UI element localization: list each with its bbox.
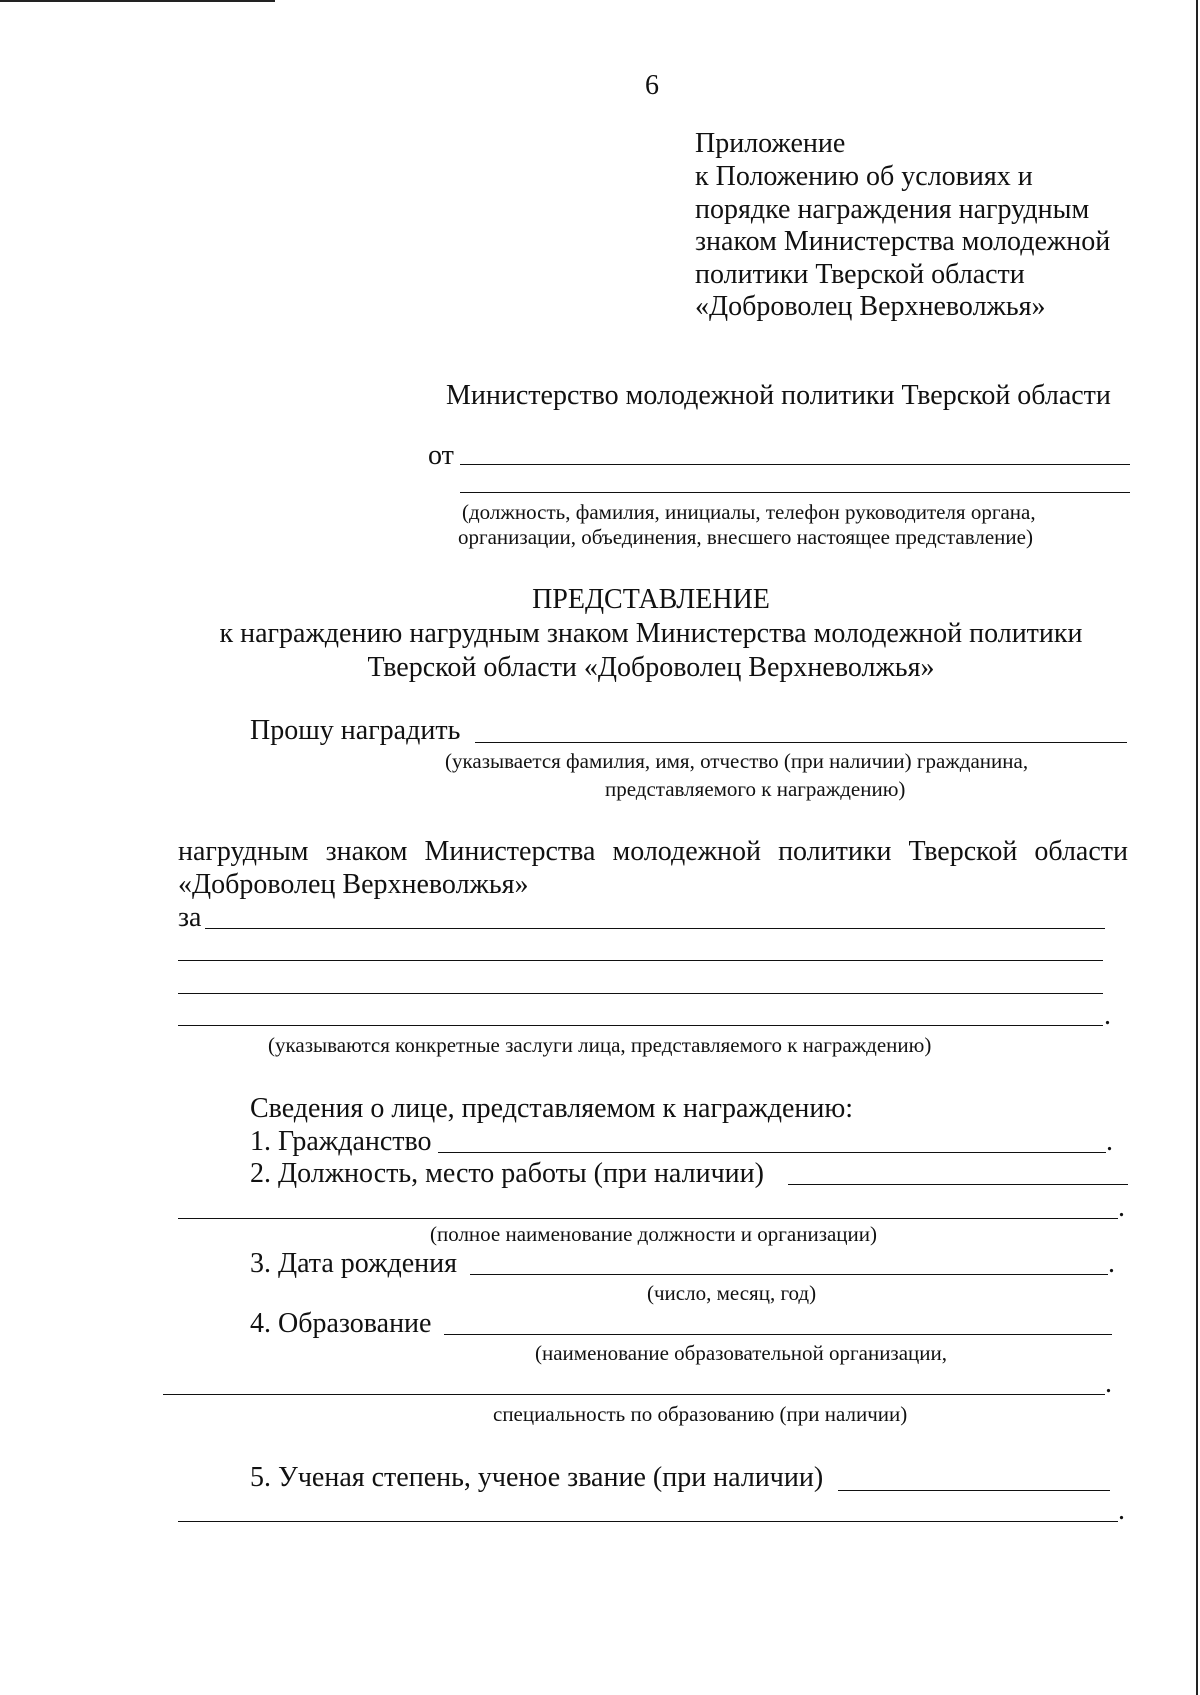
- from-line-1[interactable]: [460, 464, 1130, 465]
- merits-line-1[interactable]: [205, 928, 1105, 929]
- position-line-1[interactable]: [788, 1184, 1128, 1185]
- merits-hint: (указываются конкретные заслуги лица, представляемого к награждению): [268, 1033, 932, 1057]
- education-line-2[interactable]: [163, 1394, 1105, 1395]
- education-label: 4. Образование: [250, 1308, 432, 1339]
- degree-line-2[interactable]: [178, 1521, 1118, 1522]
- citizenship-label: 1. Гражданство: [250, 1126, 432, 1157]
- birth-date-line[interactable]: [470, 1274, 1108, 1275]
- doc-subtitle-2: Тверской области «Доброволец Верхневолжья»: [367, 652, 935, 683]
- from-hint-1: (должность, фамилия, инициалы, телефон руководителя органа,: [462, 500, 1036, 524]
- merits-period: .: [1104, 1000, 1111, 1031]
- appendix-line-6: «Доброволец Верхневолжья»: [695, 291, 1046, 322]
- appendix-line-2: к Положению об условиях и: [695, 161, 1033, 192]
- request-hint-1: (указывается фамилия, имя, отчество (при наличии) гражданина,: [445, 749, 1029, 773]
- merits-line-4[interactable]: [178, 1025, 1103, 1026]
- birth-date-period: .: [1108, 1248, 1115, 1279]
- from-line-2[interactable]: [460, 492, 1130, 493]
- from-label: от: [428, 440, 454, 471]
- education-hint-2: специальность по образованию (при наличии): [493, 1402, 908, 1426]
- birth-date-hint: (число, месяц, год): [647, 1281, 817, 1305]
- education-hint-1: (наименование образовательной организации,: [535, 1341, 948, 1365]
- scan-edge-right: [1196, 0, 1198, 1695]
- position-period: .: [1118, 1192, 1125, 1223]
- doc-title: ПРЕДСТАВЛЕНИЕ: [532, 584, 770, 615]
- merits-line-3[interactable]: [178, 993, 1103, 994]
- citizenship-line[interactable]: [438, 1152, 1106, 1153]
- education-line-1[interactable]: [444, 1334, 1112, 1335]
- degree-line-1[interactable]: [838, 1490, 1110, 1491]
- badge-text-2: «Доброволец Верхневолжья»: [178, 869, 529, 900]
- from-hint-2: организации, объединения, внесшего настоящее представление): [458, 525, 1033, 549]
- position-line-2[interactable]: [178, 1218, 1118, 1219]
- degree-period: .: [1118, 1495, 1125, 1526]
- info-heading: Сведения о лице, представляемом к награждению:: [250, 1093, 854, 1124]
- merits-line-2[interactable]: [178, 960, 1103, 961]
- position-label: 2. Должность, место работы (при наличии): [250, 1158, 764, 1189]
- for-label: за: [178, 902, 202, 933]
- addressee: Министерство молодежной политики Тверской области: [446, 380, 1111, 411]
- position-hint: (полное наименование должности и организации): [430, 1222, 878, 1246]
- page-number: 6: [645, 70, 659, 101]
- scan-edge-top: [0, 0, 275, 2]
- appendix-line-3: порядке награждения нагрудным: [695, 194, 1090, 225]
- education-period: .: [1105, 1368, 1112, 1399]
- doc-subtitle-1: к награждению нагрудным знаком Министерства молодежной политики: [219, 618, 1083, 649]
- request-label: Прошу наградить: [250, 715, 461, 746]
- badge-text-1: нагрудным знаком Министерства молодежной политики Тверской области: [178, 836, 1128, 867]
- request-hint-2: представляемого к награждению): [605, 777, 906, 801]
- birth-date-label: 3. Дата рождения: [250, 1248, 457, 1279]
- degree-label: 5. Ученая степень, ученое звание (при наличии): [250, 1462, 824, 1493]
- citizenship-period: .: [1106, 1126, 1113, 1157]
- appendix-line-4: знаком Министерства молодежной: [695, 226, 1111, 257]
- appendix-line-1: Приложение: [695, 128, 846, 159]
- request-line[interactable]: [475, 742, 1127, 743]
- appendix-line-5: политики Тверской области: [695, 259, 1025, 290]
